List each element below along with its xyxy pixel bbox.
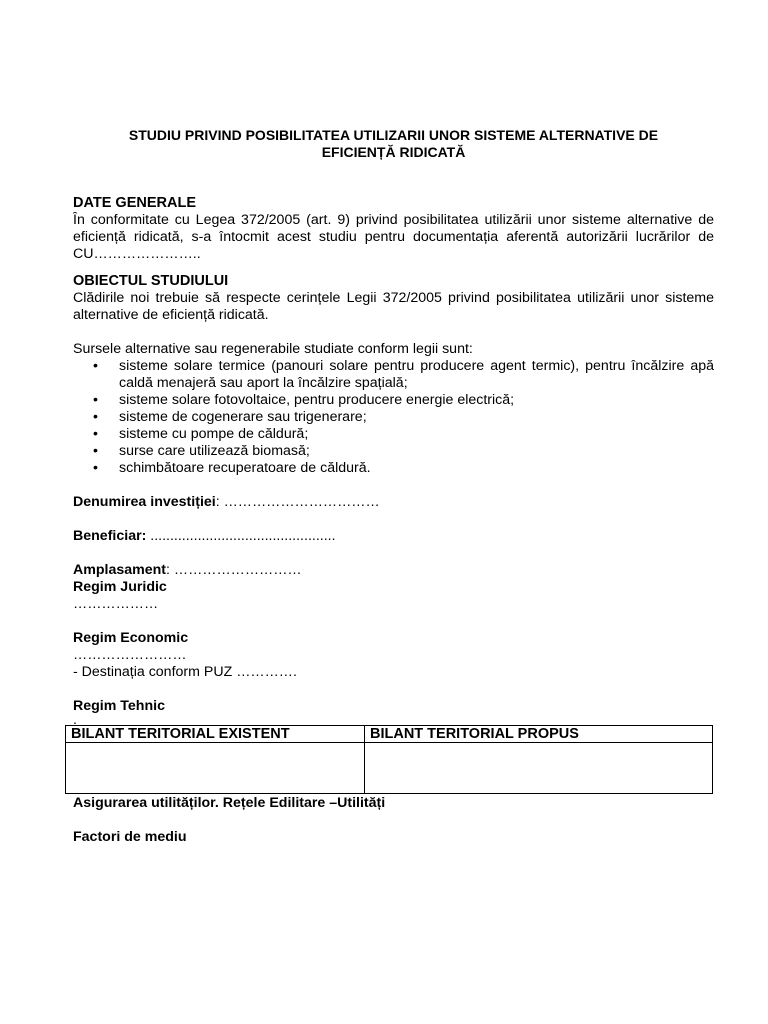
obiectul-text: Clădirile noi trebuie să respecte cerințele Legii 372/2005 privind posibilitatea utilizării unor sisteme alternative de eficiență ridicată. <box>73 290 714 323</box>
amplasament-field <box>73 562 714 579</box>
regim-economic-value: …………………… <box>73 647 187 663</box>
investitie-value: : …………………………… <box>215 494 380 510</box>
regim-tehnic-value: . <box>73 712 77 728</box>
list-item: • schimbătoare recuperatoare de căldură. <box>73 460 714 477</box>
list-item: • sisteme de cogenerare sau trigenerare; <box>73 409 714 426</box>
surse-list <box>73 358 714 477</box>
surse-intro: Sursele alternative sau regenerabile studiate conform legii sunt: <box>73 341 473 357</box>
list-item: • sisteme solare termice (panouri solare pentru producere agent termic), pentru încălzire apă caldă menajeră sau aport la încălzire spațială; <box>73 358 714 392</box>
date-generale-text: În conformitate cu Legea 372/2005 (art. 9) privind posibilitatea utilizării unor sisteme alternative de eficiență ridicată, s-a întocmit acest studiu pentru documentația aferentă autorizării lucrărilor de <box>73 212 714 245</box>
document-page <box>73 127 714 846</box>
factori-mediu-heading: Factori de mediu <box>73 829 187 845</box>
utilitati-heading: Asigurarea utilităților. Rețele Edilitare –Utilități <box>73 795 386 811</box>
regim-juridic-label: Regim Juridic <box>73 579 167 595</box>
beneficiar-field <box>73 528 714 545</box>
list-item: • surse care utilizează biomasă; <box>73 443 714 460</box>
table-header-existent: BILANT TERITORIAL EXISTENT <box>66 726 365 743</box>
amplasament-label: Amplasament <box>73 562 167 578</box>
destinatia-puz: - Destinația conform PUZ …………. <box>73 664 297 680</box>
document-title-line1: STUDIU PRIVIND POSIBILITATEA UTILIZARII UNOR SISTEME ALTERNATIVE DE <box>128 127 659 143</box>
table-row <box>66 743 713 794</box>
beneficiar-value: ............................................... <box>146 528 336 544</box>
table-cell-existent <box>66 743 365 794</box>
table-row <box>66 726 713 743</box>
obiectul-heading: OBIECTUL STUDIULUI <box>73 273 229 289</box>
amplasament-value: : ……………………… <box>166 562 302 578</box>
bilant-teritorial-table <box>65 725 713 794</box>
list-item: • sisteme cu pompe de căldură; <box>73 426 714 443</box>
investitie-field <box>73 494 714 511</box>
document-title-line2: EFICIENȚĂ RIDICATĂ <box>321 144 466 160</box>
regim-juridic-value: ……………… <box>73 596 159 612</box>
date-generale-heading: DATE GENERALE <box>73 195 196 211</box>
date-generale-cu: CU………………….. <box>73 246 201 262</box>
investitie-label: Denumirea investiției <box>73 494 216 510</box>
regim-tehnic-label: Regim Tehnic <box>73 698 165 714</box>
beneficiar-label: Beneficiar: <box>73 528 147 544</box>
table-header-propus: BILANT TERITORIAL PROPUS <box>365 726 713 743</box>
list-item: • sisteme solare fotovoltaice, pentru producere energie electrică; <box>73 392 714 409</box>
table-cell-propus <box>365 743 713 794</box>
regim-economic-label: Regim Economic <box>73 630 189 646</box>
